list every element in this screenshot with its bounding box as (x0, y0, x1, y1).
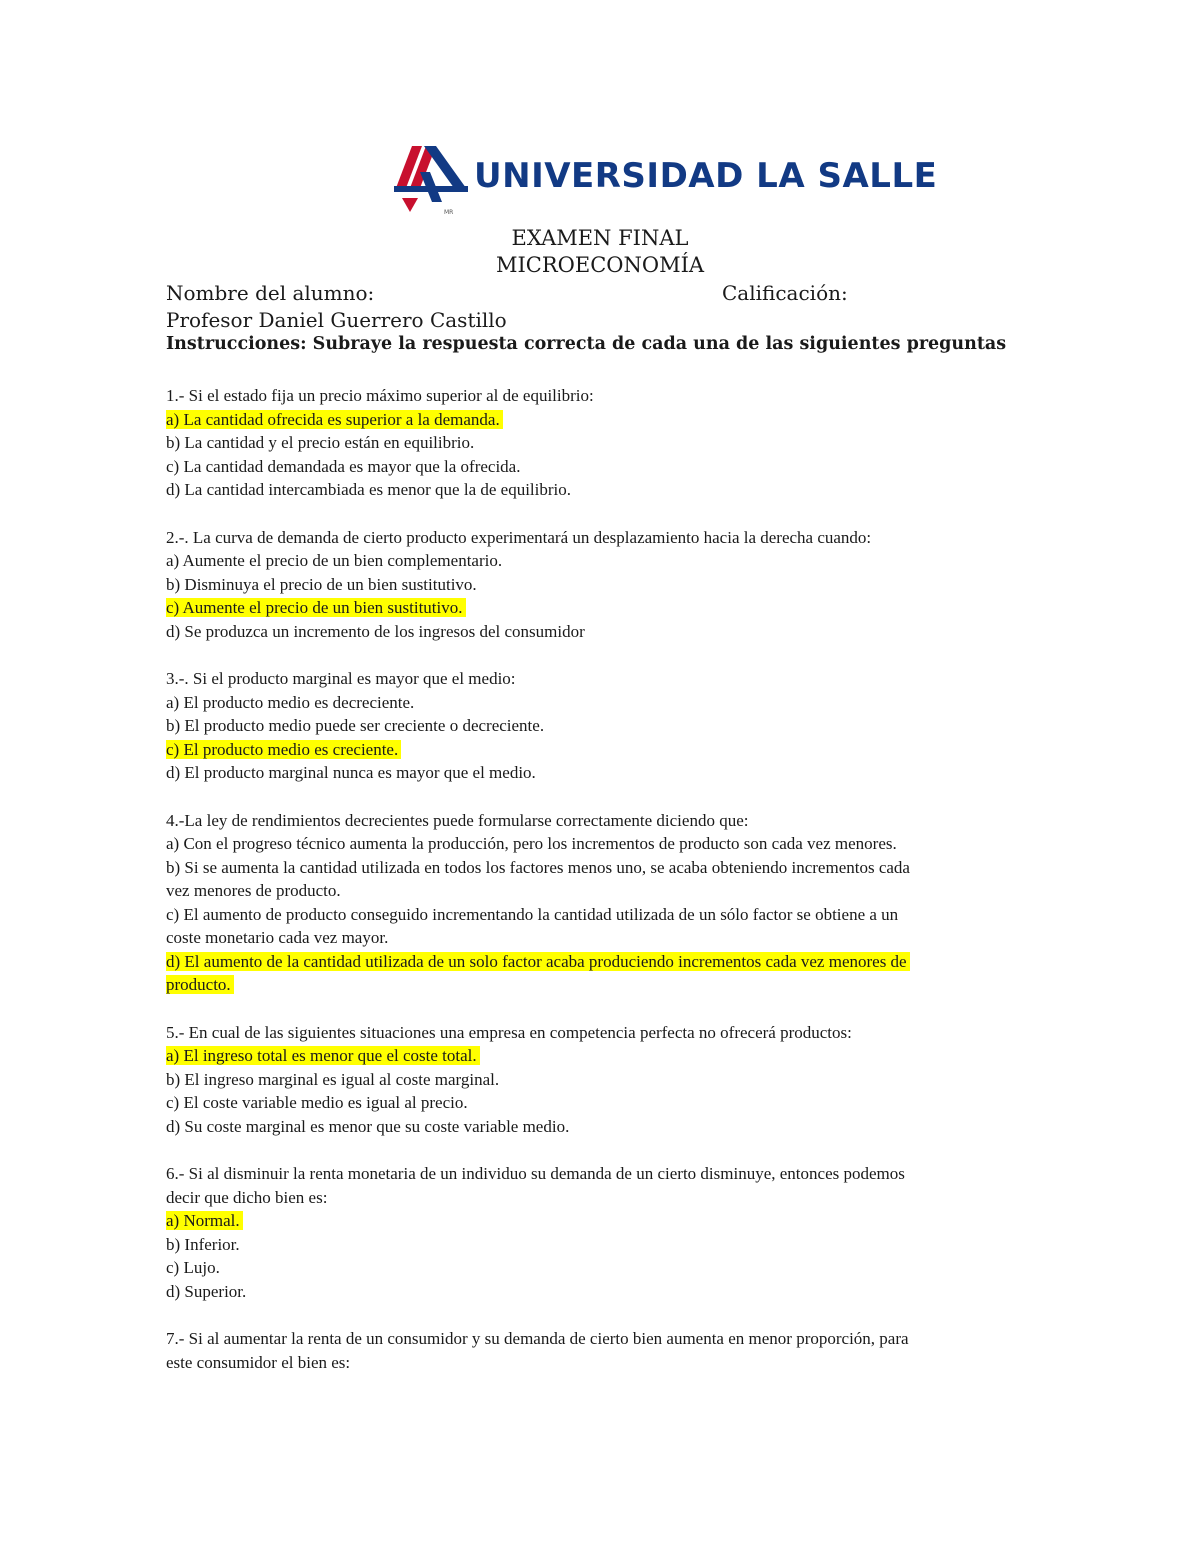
line-text: c) La cantidad demandada es mayor que la ofrecida. (166, 456, 521, 476)
line-text: a) El producto medio es decreciente. (166, 692, 415, 712)
la-salle-emblem-icon (388, 142, 474, 218)
line-text: vez menores de producto. (166, 881, 341, 900)
answer-line (166, 1233, 1036, 1257)
question-list (166, 384, 1036, 1398)
line-text: d) Se produzca un incremento de los ingresos del consumidor (166, 621, 585, 641)
student-name-label: Nombre del alumno: (166, 281, 375, 305)
line-text: d) El producto marginal nunca es mayor que el medio. (166, 763, 536, 782)
highlighted-answer: a) El ingreso total es menor que el coste total. (166, 1046, 480, 1065)
question-block (166, 809, 1036, 997)
line-text: b) El producto medio puede ser creciente o decreciente. (166, 716, 545, 735)
answer-line (166, 1280, 1036, 1304)
question-text (166, 384, 1036, 408)
answer-line (166, 431, 1036, 455)
answer-line (166, 408, 1036, 432)
question-text (166, 667, 1036, 691)
line-text: 1.- Si el estado fija un precio máximo superior al de equilibrio: (166, 386, 594, 405)
line-text: d) Superior. (166, 1281, 247, 1301)
question-text (166, 526, 1036, 550)
highlighted-answer: c) Aumente el precio de un bien sustitutivo. (166, 598, 466, 617)
answer-line (166, 879, 1036, 903)
line-text: b) La cantidad y el precio están en equilibrio. (166, 433, 475, 452)
answer-line (166, 1068, 1036, 1092)
answer-line (166, 1091, 1036, 1115)
answer-line (166, 1186, 1036, 1210)
answer-line (166, 903, 1036, 927)
professor-name: Profesor Daniel Guerrero Castillo (166, 308, 507, 332)
answer-line (166, 573, 1036, 597)
answer-line (166, 1351, 1036, 1375)
question-text (166, 809, 1036, 833)
answer-line (166, 1256, 1036, 1280)
line-text: a) Con el progreso técnico aumenta la producción, pero los incrementos de producto son cada vez menores. (166, 834, 897, 853)
answer-line (166, 596, 1036, 620)
line-text: c) El coste variable medio es igual al precio. (166, 1093, 468, 1112)
answer-line (166, 950, 1036, 974)
highlighted-answer: c) El producto medio es creciente. (166, 740, 401, 759)
answer-line (166, 973, 1036, 997)
line-text: 4.-La ley de rendimientos decrecientes puede formularse correctamente diciendo que: (166, 810, 749, 830)
exam-title: EXAMEN FINAL (511, 226, 689, 250)
answer-line (166, 455, 1036, 479)
answer-line (166, 926, 1036, 950)
line-text: 7.- Si al aumentar la renta de un consumidor y su demanda de cierto bien aumenta en menor proporción, para (166, 1329, 909, 1348)
answer-line (166, 832, 1036, 856)
svg-text:MR: MR (444, 209, 454, 216)
line-text: 3.-. Si el producto marginal es mayor que el medio: (166, 669, 516, 688)
line-text: coste monetario cada vez mayor. (166, 928, 389, 947)
question-text (166, 1021, 1036, 1045)
line-text: c) Lujo. (166, 1258, 220, 1277)
answer-line (166, 1209, 1036, 1233)
university-name: UNIVERSIDAD LA SALLE (474, 156, 938, 196)
question-block (166, 1021, 1036, 1139)
highlighted-answer: a) Normal. (166, 1211, 243, 1230)
question-text (166, 1162, 1036, 1186)
answer-line (166, 1044, 1036, 1068)
answer-line (166, 714, 1036, 738)
university-logo (388, 142, 938, 218)
answer-line (166, 549, 1036, 573)
instructions: Instrucciones: Subraye la respuesta correcta de cada una de las siguientes preguntas (166, 334, 1007, 354)
question-text (166, 1327, 1036, 1351)
question-block (166, 667, 1036, 785)
highlighted-answer: producto. (166, 975, 234, 994)
answer-line (166, 761, 1036, 785)
question-block (166, 1162, 1036, 1303)
line-text: d) La cantidad intercambiada es menor que la de equilibrio. (166, 480, 572, 499)
highlighted-answer: a) La cantidad ofrecida es superior a la demanda. (166, 410, 503, 429)
line-text: 5.- En cual de las siguientes situaciones una empresa en competencia perfecta no ofrecerá productos: (166, 1022, 852, 1042)
line-text: a) Aumente el precio de un bien complementario. (166, 551, 503, 570)
subject-title: MICROECONOMÍA (495, 253, 705, 277)
line-text: d) Su coste marginal es menor que su coste variable medio. (166, 1116, 570, 1136)
line-text: c) El aumento de producto conseguido incrementando la cantidad utilizada de un sólo factor se obtiene a un (166, 904, 899, 924)
answer-line (166, 620, 1036, 644)
line-text: b) Disminuya el precio de un bien sustitutivo. (166, 574, 477, 594)
line-text: 2.-. La curva de demanda de cierto producto experimentará un desplazamiento hacia la derecha cuando: (166, 527, 872, 547)
question-block (166, 384, 1036, 502)
question-block (166, 526, 1036, 644)
line-text: b) El ingreso marginal es igual al coste marginal. (166, 1069, 500, 1089)
line-text: decir que dicho bien es: (166, 1187, 328, 1207)
line-text: 6.- Si al disminuir la renta monetaria de un individuo su demanda de un cierto disminuye, entonces podemos (166, 1164, 905, 1183)
line-text: este consumidor el bien es: (166, 1352, 351, 1372)
line-text: b) Si se aumenta la cantidad utilizada en todos los factores menos uno, se acaba obteniendo incrementos cada (166, 857, 910, 877)
answer-line (166, 691, 1036, 715)
grade-label: Calificación: (722, 281, 848, 305)
line-text: b) Inferior. (166, 1234, 240, 1254)
answer-line (166, 856, 1036, 880)
answer-line (166, 1115, 1036, 1139)
question-block (166, 1327, 1036, 1374)
highlighted-answer: d) El aumento de la cantidad utilizada de un solo factor acaba produciendo incrementos cada vez menores de (166, 952, 910, 971)
answer-line (166, 478, 1036, 502)
answer-line (166, 738, 1036, 762)
